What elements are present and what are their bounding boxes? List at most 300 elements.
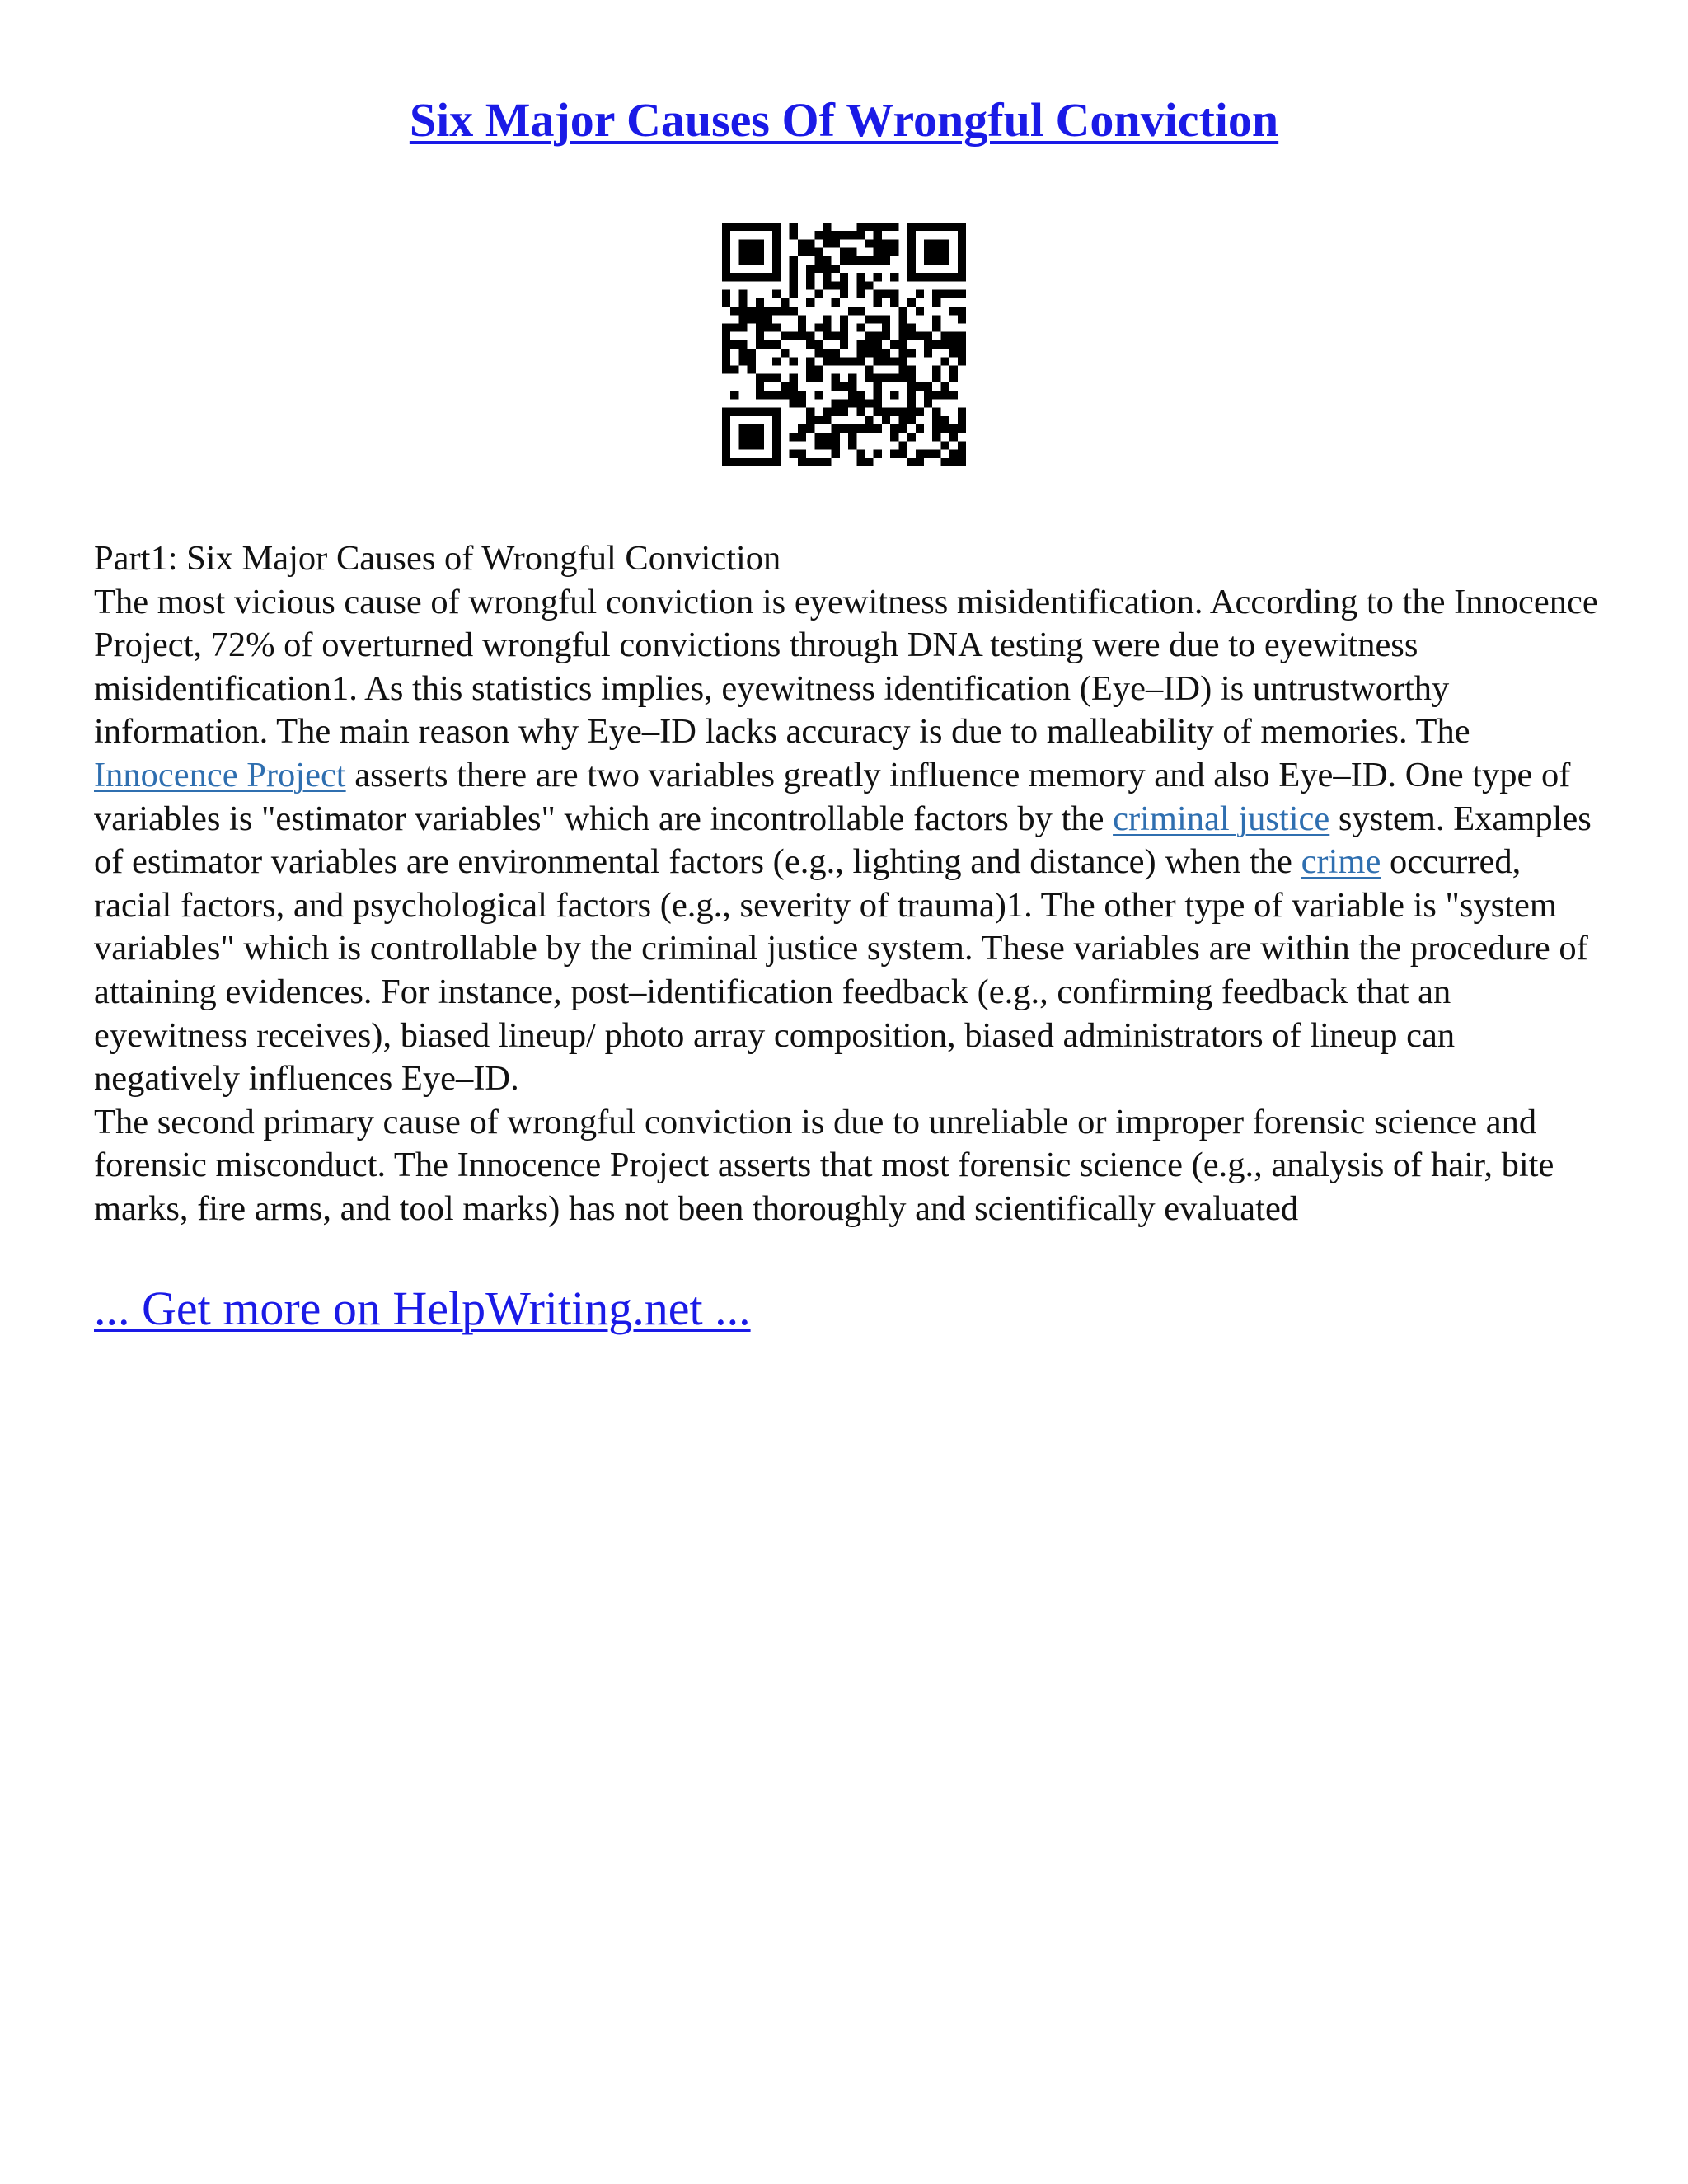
qr-module [848,391,856,399]
qr-module [890,223,898,231]
qr-module [924,391,932,399]
qr-module [738,315,747,323]
qr-module [874,290,882,298]
qr-module [865,366,874,374]
paragraph-1-text-c: system. Examples of estimator variables are environmental factors (e.g., lighting and distance) when the [94,799,1592,882]
qr-module [790,273,798,281]
qr-module [781,298,789,307]
qr-module [806,239,814,247]
qr-module [874,374,882,382]
qr-module [932,223,940,231]
qr-module [916,307,924,315]
qr-module [764,223,772,231]
qr-module [932,433,940,441]
qr-module [823,256,831,265]
qr-module [748,349,756,357]
qr-module [806,366,814,374]
qr-module [764,340,772,349]
qr-module [940,332,949,340]
page-title [0,87,1688,153]
qr-module [865,223,874,231]
qr-module [832,281,840,289]
qr-module [722,424,730,433]
qr-module [756,298,764,307]
qr-module [874,298,882,307]
qr-module [748,315,756,323]
qr-module [932,366,940,374]
qr-module [882,290,890,298]
qr-module [958,273,966,281]
qr-module [790,357,798,365]
qr-module [950,273,958,281]
qr-module [856,323,865,331]
qr-module [790,374,798,382]
qr-module [814,366,823,374]
qr-module [865,424,874,433]
qr-module [806,265,814,273]
qr-module [874,315,882,323]
qr-module [764,307,772,315]
qr-module [907,416,916,424]
qr-module [840,231,848,239]
qr-module [916,450,924,458]
qr-module [764,391,772,399]
qr-module [722,357,730,365]
qr-module [874,340,882,349]
qr-module [958,416,966,424]
qr-module [772,265,781,273]
qr-module [823,315,831,323]
qr-module [748,408,756,416]
qr-module [790,450,798,458]
qr-module [823,265,831,273]
qr-module [890,248,898,256]
qr-module [932,315,940,323]
qr-module [907,231,916,239]
qr-module [950,433,958,441]
qr-module [823,349,831,357]
qr-module [940,340,949,349]
qr-module [772,433,781,441]
qr-module [823,408,831,416]
qr-module [748,357,756,365]
qr-module [738,307,747,315]
qr-module [798,399,806,407]
qr-module [823,332,831,340]
qr-code-image [722,223,966,466]
qr-module [798,458,806,466]
qr-module [814,256,823,265]
qr-module [940,424,949,433]
qr-module [898,450,907,458]
qr-module [748,424,756,433]
qr-module [898,416,907,424]
qr-module [722,298,730,307]
qr-module [738,458,747,466]
qr-module [738,273,747,281]
qr-module [730,408,738,416]
qr-module [756,408,764,416]
qr-module [890,239,898,247]
qr-module [958,408,966,416]
qr-module [874,256,882,265]
qr-module [890,433,898,441]
qr-module [772,391,781,399]
qr-module [764,273,772,281]
qr-module [950,424,958,433]
qr-module [738,340,747,349]
qr-module [898,332,907,340]
qr-module [932,273,940,281]
link-innocence-project[interactable]: Innocence Project [94,755,346,794]
link-criminal-justice[interactable]: criminal justice [1113,799,1330,838]
qr-module [907,239,916,247]
qr-module [832,357,840,365]
qr-module [932,408,940,416]
qr-module [932,239,940,247]
qr-module [848,424,856,433]
qr-module [832,424,840,433]
qr-module [898,323,907,331]
qr-module [738,433,747,441]
qr-module [730,223,738,231]
qr-module [856,273,865,281]
qr-module [772,290,781,298]
qr-module [823,273,831,281]
qr-module [958,223,966,231]
qr-module [840,323,848,331]
qr-module [772,340,781,349]
qr-module [874,332,882,340]
qr-module [958,231,966,239]
qr-module [916,408,924,416]
qr-module [958,290,966,298]
qr-module [848,357,856,365]
qr-module [907,374,916,382]
qr-module [865,399,874,407]
qr-module [722,332,730,340]
qr-module [916,332,924,340]
qr-module [932,298,940,307]
qr-module [806,408,814,416]
qr-module [806,416,814,424]
qr-module [958,424,966,433]
qr-module [958,332,966,340]
qr-module [856,357,865,365]
qr-module [958,450,966,458]
qr-module [748,433,756,441]
qr-module [856,349,865,357]
qr-module [790,256,798,265]
qr-module [722,450,730,458]
qr-module [790,391,798,399]
qr-module [940,382,949,391]
qr-module [907,399,916,407]
qr-module [907,366,916,374]
qr-module [823,239,831,247]
qr-module [958,349,966,357]
qr-module [790,332,798,340]
qr-module [814,265,823,273]
qr-module [907,433,916,441]
qr-module [856,424,865,433]
qr-module [748,223,756,231]
qr-module [756,340,764,349]
qr-module [882,315,890,323]
qr-module [832,441,840,449]
qr-module [898,307,907,315]
qr-module [940,248,949,256]
qr-module [730,391,738,399]
qr-module [756,433,764,441]
qr-module [940,357,949,365]
qr-module [823,458,831,466]
qr-module [781,391,789,399]
qr-module [730,307,738,315]
qr-module [772,450,781,458]
qr-module [848,441,856,449]
qr-module [722,223,730,231]
qr-module [840,357,848,365]
qr-module [738,323,747,331]
qr-module [772,256,781,265]
qr-module [722,366,730,374]
qr-module [882,416,890,424]
qr-module [823,441,831,449]
qr-module [722,408,730,416]
qr-module [832,374,840,382]
qr-module [832,433,840,441]
qr-module [832,382,840,391]
qr-module [840,382,848,391]
qr-module [856,408,865,416]
qr-module [722,349,730,357]
qr-module [840,281,848,289]
qr-module [898,374,907,382]
qr-module [958,307,966,315]
qr-module [756,223,764,231]
qr-module [722,416,730,424]
qr-module [932,248,940,256]
qr-module [874,239,882,247]
qr-module [756,248,764,256]
qr-module [772,248,781,256]
qr-module [840,408,848,416]
qr-module [865,281,874,289]
qr-module [856,223,865,231]
qr-module [907,256,916,265]
qr-module [790,382,798,391]
qr-module [874,248,882,256]
qr-module [798,239,806,247]
qr-module [856,450,865,458]
qr-module [916,424,924,433]
qr-module [840,424,848,433]
qr-module [772,273,781,281]
qr-module [764,374,772,382]
qr-module [772,374,781,382]
qr-module [722,458,730,466]
qr-module [924,223,932,231]
qr-module [772,416,781,424]
qr-module [722,340,730,349]
qr-module [798,332,806,340]
qr-module [806,357,814,365]
qr-module [940,273,949,281]
qr-module [840,332,848,340]
qr-module [898,349,907,357]
qr-module [814,248,823,256]
qr-module [907,408,916,416]
qr-module [924,340,932,349]
qr-module [940,256,949,265]
qr-module [848,256,856,265]
qr-module [865,458,874,466]
qr-module [898,424,907,433]
qr-module [722,265,730,273]
qr-module [890,290,898,298]
qr-module [764,315,772,323]
qr-module [806,332,814,340]
qr-module [890,357,898,365]
qr-module [874,357,882,365]
qr-module [823,323,831,331]
qr-module [848,382,856,391]
qr-module [840,340,848,349]
qr-module [882,223,890,231]
qr-module [882,349,890,357]
qr-module [772,357,781,365]
qr-module [806,281,814,289]
qr-module [756,374,764,382]
qr-module [764,408,772,416]
qr-module [882,408,890,416]
qr-module [848,399,856,407]
qr-module [790,307,798,315]
qr-module [924,273,932,281]
qr-module [916,223,924,231]
qr-module [890,391,898,399]
qr-module [756,323,764,331]
qr-module [738,298,747,307]
qr-module [738,256,747,265]
qr-module [924,248,932,256]
qr-module [832,265,840,273]
qr-module [950,374,958,382]
qr-module [950,391,958,399]
qr-module [890,450,898,458]
qr-module [798,391,806,399]
title-link[interactable]: Six Major Causes Of Wrongful Conviction [409,93,1279,147]
qr-module [806,340,814,349]
qr-module [958,458,966,466]
qr-module [823,433,831,441]
qr-module [756,424,764,433]
qr-module [748,239,756,247]
qr-module [781,349,789,357]
section-heading: Part1: Six Major Causes of Wrongful Conviction [94,539,781,578]
qr-module [823,231,831,239]
qr-module [806,424,814,433]
qr-module [958,256,966,265]
qr-module [722,248,730,256]
qr-module [950,332,958,340]
get-more-line [94,1276,751,1342]
qr-module [772,307,781,315]
qr-module [823,281,831,289]
qr-module [730,323,738,331]
qr-module [856,391,865,399]
qr-module [865,315,874,323]
qr-module [924,349,932,357]
qr-module [874,223,882,231]
qr-module [898,441,907,449]
qr-module [756,458,764,466]
qr-module [890,273,898,281]
qr-module [940,223,949,231]
qr-module [748,307,756,315]
qr-module [790,399,798,407]
qr-module [950,340,958,349]
qr-module [730,458,738,466]
paragraph-1-text-b: asserts there are two variables greatly influence memory and also Eye–ID. One type of variables is "estimator variables" which are incontrollable factors by the [94,755,1571,838]
qr-module [748,256,756,265]
qr-module [950,223,958,231]
qr-module [907,248,916,256]
qr-module [832,399,840,407]
qr-module [882,256,890,265]
qr-module [814,458,823,466]
qr-module [882,357,890,365]
qr-module [772,239,781,247]
link-crime[interactable]: crime [1301,842,1381,882]
qr-module [890,408,898,416]
qr-module [798,315,806,323]
qr-module [916,458,924,466]
qr-module [924,399,932,407]
qr-module [958,441,966,449]
qr-module [958,265,966,273]
qr-module [907,223,916,231]
qr-module [856,231,865,239]
get-more-link[interactable]: ... Get more on HelpWriting.net ... [94,1282,751,1335]
qr-module [865,349,874,357]
qr-module [814,290,823,298]
qr-module [907,458,916,466]
paragraph-2: The second primary cause of wrongful conviction is due to unreliable or improper forensic science and forensic misconduct. The Innocence Project asserts that most forensic science (e.g., analysis of hair, bite marks, fire arms, and tool marks) has not been thoroughly and scientifically evaluated [94,1102,1554,1228]
qr-module [916,290,924,298]
qr-module [932,290,940,298]
article-body [94,537,1602,1231]
qr-module [958,239,966,247]
qr-module [756,256,764,265]
paragraph-1-text-d: occurred, racial factors, and psychological factors (e.g., severity of trauma)1. The other type of variable is "system variables" which is controllable by the criminal justice system. These variables are within the procedure of attaining evidences. For instance, post–identification feedback (e.g., confirming feedback that an eyewitness receives), biased lineup/ photo array composition, biased administrators of lineup can negatively influences Eye–ID. [94,842,1588,1099]
qr-module [907,265,916,273]
qr-module [798,424,806,433]
qr-module [798,248,806,256]
qr-module [950,307,958,315]
qr-module [856,340,865,349]
qr-module [865,416,874,424]
qr-module [924,239,932,247]
qr-module [748,366,756,374]
qr-module [832,408,840,416]
qr-module [874,391,882,399]
qr-module [958,315,966,323]
qr-module [890,424,898,433]
qr-module [798,323,806,331]
qr-module [722,239,730,247]
